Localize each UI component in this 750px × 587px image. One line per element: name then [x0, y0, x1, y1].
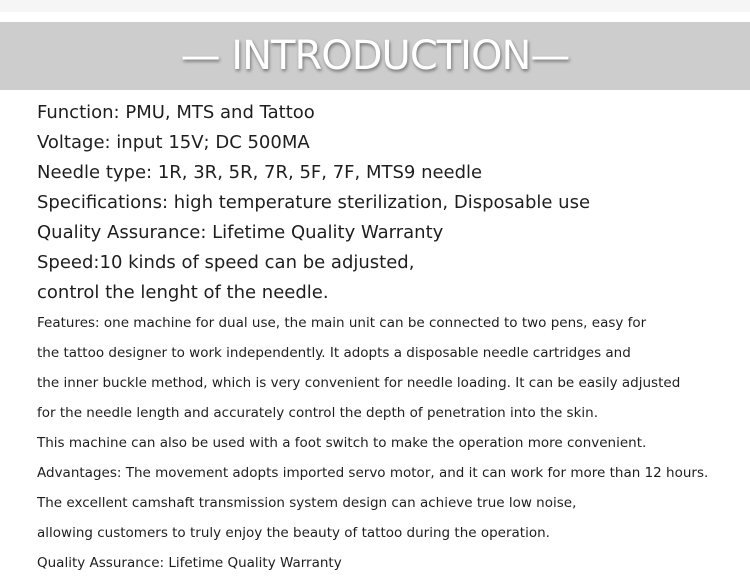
detail-features-line-4: for the needle length and accurately control the depth of penetration into the skin.: [37, 405, 598, 421]
detail-advantages: Advantages: The movement adopts imported servo motor, and it can work for more than 12 hours.: [37, 465, 709, 481]
detail-features-line-1: Features: one machine for dual use, the main unit can be connected to two pens, easy for: [37, 315, 647, 331]
spec-speed: Speed:10 kinds of speed can be adjusted,: [37, 252, 415, 273]
spec-quality-assurance: Quality Assurance: Lifetime Quality Warranty: [37, 222, 444, 243]
spec-voltage: Voltage: input 15V; DC 500MA: [37, 132, 310, 153]
detail-quality-assurance: Quality Assurance: Lifetime Quality Warranty: [37, 555, 342, 571]
spec-specifications: Specifications: high temperature sterilization, Disposable use: [37, 192, 591, 213]
spec-needle-type: Needle type: 1R, 3R, 5R, 7R, 5F, 7F, MTS9 needle: [37, 162, 483, 183]
detail-enjoy: allowing customers to truly enjoy the beauty of tattoo during the operation.: [37, 525, 550, 541]
detail-foot-switch: This machine can also be used with a foot switch to make the operation more convenient.: [37, 435, 647, 451]
spec-function: Function: PMU, MTS and Tattoo: [37, 102, 315, 123]
introduction-content: [37, 98, 742, 578]
detail-features-line-3: the inner buckle method, which is very convenient for needle loading. It can be easily adjusted: [37, 375, 681, 391]
detail-camshaft: The excellent camshaft transmission system design can achieve true low noise,: [37, 495, 577, 511]
top-divider-strip: [0, 0, 750, 12]
section-banner: [0, 22, 750, 90]
detail-features-line-2: the tattoo designer to work independently. It adopts a disposable needle cartridges and: [37, 345, 631, 361]
spec-speed-continued: control the lenght of the needle.: [37, 282, 329, 303]
banner-title: — INTRODUCTION—: [180, 33, 570, 79]
